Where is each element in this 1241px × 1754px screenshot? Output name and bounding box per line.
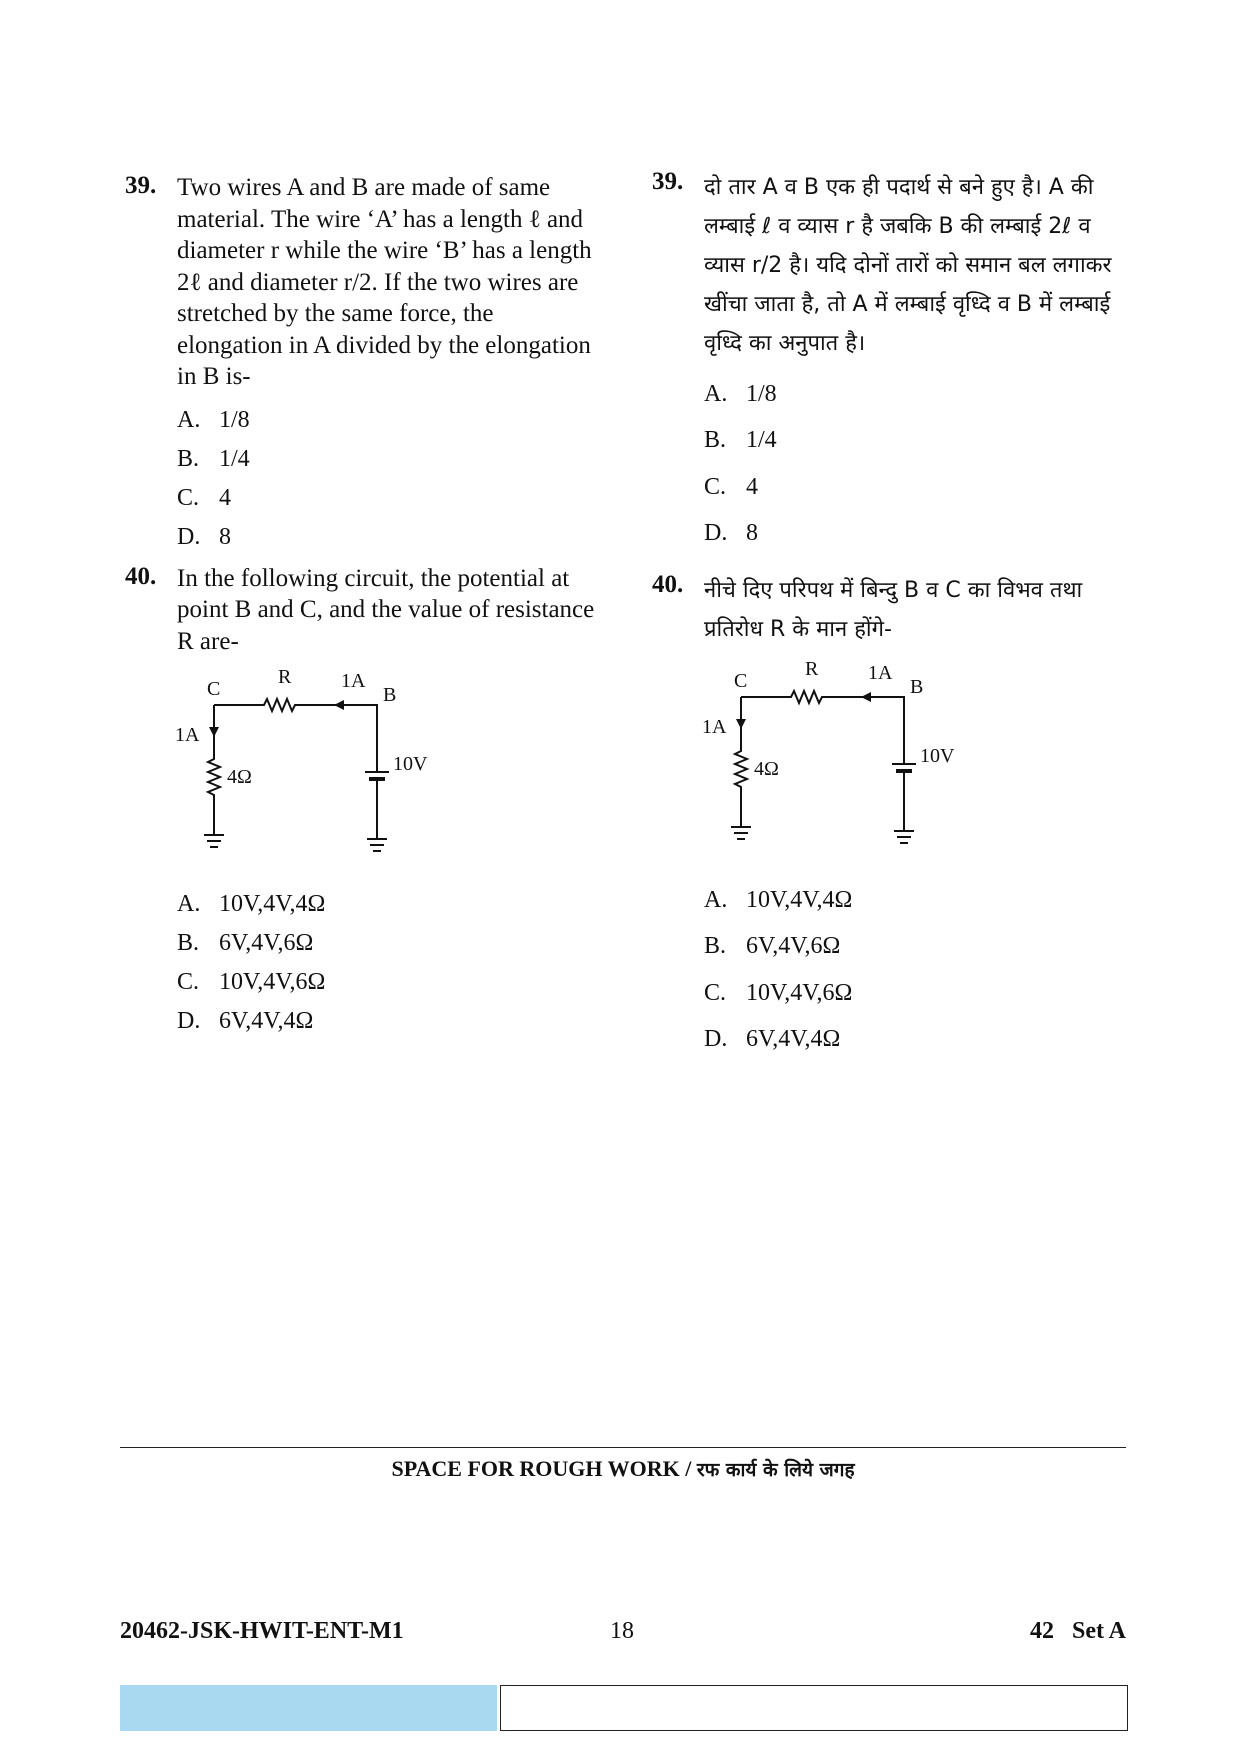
option-a: A. 1/8 (704, 380, 777, 407)
question-39-en (125, 172, 595, 557)
options-list (704, 877, 1132, 1063)
page-footer (120, 1618, 1126, 1648)
hindi-column (652, 168, 1132, 1063)
rough-work-english: SPACE FOR ROUGH WORK / (391, 1456, 692, 1481)
current-top-label: 1A (868, 662, 893, 684)
current-arrow-left (209, 727, 219, 737)
question-number: 40. (652, 571, 684, 598)
ground-icon (367, 839, 387, 851)
ground-icon (204, 835, 224, 847)
node-c-label: C (734, 670, 748, 692)
rough-work-heading (120, 1456, 1126, 1482)
question-39-hi (652, 168, 1132, 557)
rough-work-hindi: रफ कार्य के लिये जगह (696, 1459, 855, 1481)
options-list (177, 885, 595, 1041)
paper-code: 20462-JSK-HWIT-ENT-M1 (120, 1618, 404, 1644)
english-column (125, 172, 595, 1041)
resistor-4ohm-label: 4Ω (227, 766, 252, 788)
current-arrow-left (736, 719, 746, 729)
circuit-diagram (169, 667, 429, 877)
question-text: Two wires A and B are made of same material. The wire ‘A’ has a length ℓ and diameter r while the wire ‘B’ has a length 2ℓ and diameter r/2. If the two wires are stretched by the same force, the elongation in A divided by the elongation in B is- (177, 174, 592, 390)
option-a: A. 10V,4V,4Ω (177, 891, 326, 917)
question-number: 39. (125, 172, 157, 199)
current-arrow-top (334, 700, 344, 710)
options-list (704, 371, 1132, 557)
option-b: B. 6V,4V,6Ω (177, 930, 314, 956)
battery-label: 10V (920, 745, 955, 767)
option-b: B. 1/4 (704, 427, 777, 454)
battery-label: 10V (393, 753, 428, 775)
option-c: C. 4 (177, 484, 231, 511)
option-a: A. 10V,4V,4Ω (704, 886, 853, 913)
current-arrow-top (861, 692, 871, 702)
option-d: D. 8 (704, 520, 758, 547)
footer-color-bar (120, 1685, 497, 1731)
option-c: C. 4 (704, 473, 758, 500)
question-text: नीचे दिए परिपथ में बिन्दु B व C का विभव तथा प्रतिरोध R के मान होंगे- (704, 578, 1083, 642)
question-40-en (125, 563, 595, 1042)
option-c: C. 10V,4V,6Ω (704, 979, 853, 1006)
question-40-hi (652, 571, 1132, 1063)
current-left-label: 1A (175, 724, 200, 746)
option-a: A. 1/8 (177, 406, 250, 433)
circuit-diagram (696, 659, 956, 869)
option-d: D. 6V,4V,4Ω (704, 1026, 841, 1053)
node-b-label: B (383, 684, 397, 706)
resistor-4ohm-label: 4Ω (754, 758, 779, 780)
option-b: B. 1/4 (177, 445, 250, 472)
question-number: 39. (652, 168, 684, 195)
option-b: B. 6V,4V,6Ω (704, 933, 841, 960)
question-text: दो तार A व B एक ही पदार्थ से बने हुए है। A की लम्बाई ℓ व व्यास r है जबकि B की लम्बाई 2ℓ व व्यास r/2 है। यदि दोनों तारों को समान बल लगाकर खींचा जाता है, तो A में लम्बाई वृध्दि व B में लम्बाई वृध्दि का अनुपात है। (704, 175, 1112, 356)
resistor-r-label: R (278, 667, 292, 688)
footer-empty-box (500, 1685, 1128, 1731)
resistor-r-label: R (805, 659, 819, 680)
ground-icon (894, 831, 914, 843)
option-d: D. 6V,4V,4Ω (177, 1008, 314, 1034)
node-c-label: C (207, 678, 221, 700)
current-top-label: 1A (341, 670, 366, 692)
current-left-label: 1A (702, 716, 727, 738)
option-d: D. 8 (177, 523, 231, 550)
option-c: C. 10V,4V,6Ω (177, 969, 326, 995)
page-number: 18 (610, 1618, 634, 1644)
set-label: 42 Set A (1030, 1618, 1126, 1644)
node-b-label: B (910, 676, 924, 698)
question-text: In the following circuit, the potential at point B and C, and the value of resistance R are- (177, 564, 595, 655)
question-number: 40. (125, 562, 157, 590)
rough-work-divider (120, 1447, 1126, 1448)
ground-icon (731, 827, 751, 839)
options-list (177, 401, 595, 557)
